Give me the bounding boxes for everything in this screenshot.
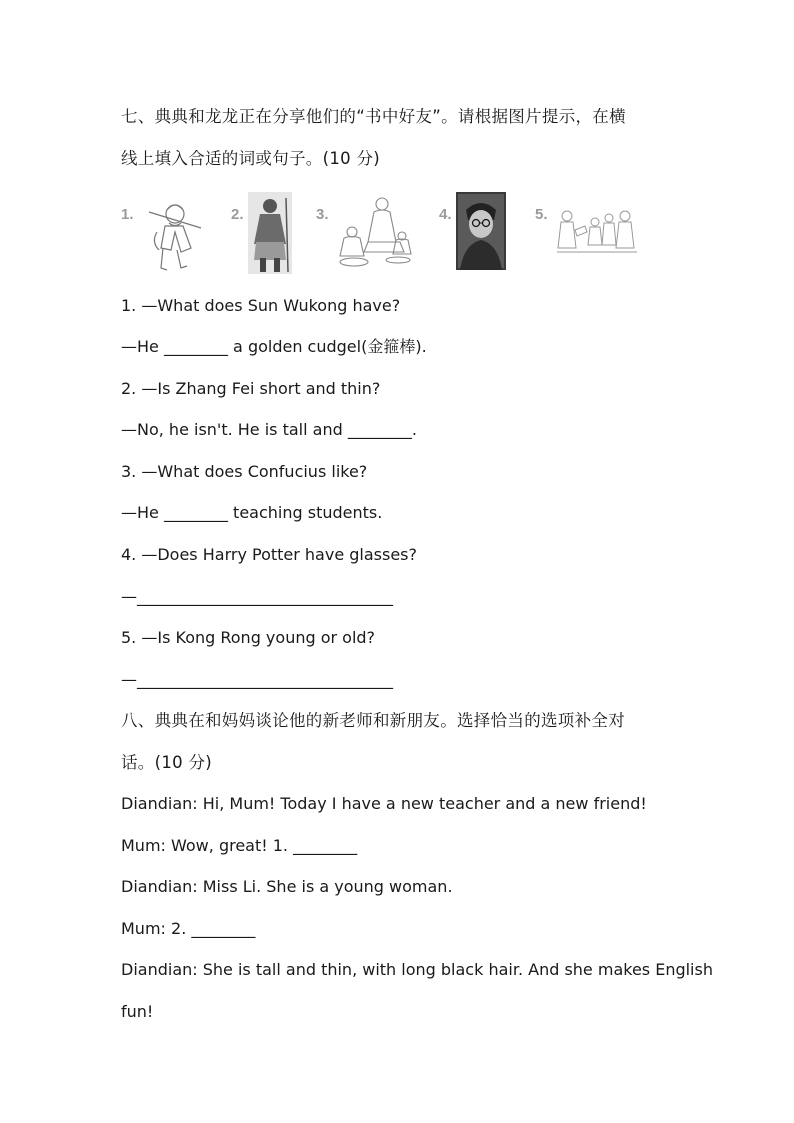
dialogue-line-5: Diandian: She is tall and thin, with long black hair. And she makes English — [121, 960, 713, 979]
dialogue-line-4: Mum: 2. ________ — [121, 919, 256, 938]
picture-4 — [439, 192, 529, 276]
confucius-teaching-drawing-icon — [332, 192, 414, 270]
q2-question: 2. —Is Zhang Fei short and thin? — [121, 379, 381, 398]
picture-3-number: 3. — [316, 206, 329, 223]
section7-title-line1: 七、典典和龙龙正在分享他们的“书中好友”。请根据图片提示，在横 — [121, 107, 626, 126]
q4-answer: —________________________________ — [121, 587, 393, 606]
picture-4-number: 4. — [439, 206, 452, 223]
picture-1 — [121, 192, 206, 276]
q1-question: 1. —What does Sun Wukong have? — [121, 296, 401, 315]
section8-title-line1: 八、典典在和妈妈谈论他的新老师和新朋友。选择恰当的选项补全对 — [121, 711, 625, 730]
sun-wukong-drawing-icon — [143, 192, 205, 276]
q1-answer: —He ________ a golden cudgel(金箍棒). — [121, 337, 427, 356]
q5-answer: —________________________________ — [121, 670, 393, 689]
section7-title-line2: 线上填入合适的词或句子。(10 分) — [121, 149, 381, 168]
section8-title-line2: 话。(10 分) — [121, 753, 213, 772]
kong-rong-family-drawing-icon — [555, 192, 639, 262]
picture-1-number: 1. — [121, 206, 134, 223]
q3-question: 3. —What does Confucius like? — [121, 462, 368, 481]
q5-question: 5. —Is Kong Rong young or old? — [121, 628, 376, 647]
dialogue-line-2: Mum: Wow, great! 1. ________ — [121, 836, 358, 855]
picture-5-number: 5. — [535, 206, 548, 223]
picture-row — [121, 192, 641, 278]
q4-question: 4. —Does Harry Potter have glasses? — [121, 545, 418, 564]
picture-3 — [316, 192, 416, 276]
picture-2-number: 2. — [231, 206, 244, 223]
zhang-fei-photo-icon — [248, 192, 292, 274]
harry-potter-photo-icon — [456, 192, 506, 270]
q3-answer: —He ________ teaching students. — [121, 503, 383, 522]
picture-2 — [231, 192, 311, 276]
dialogue-line-3: Diandian: Miss Li. She is a young woman. — [121, 877, 453, 896]
dialogue-line-1: Diandian: Hi, Mum! Today I have a new teacher and a new friend! — [121, 794, 647, 813]
picture-5 — [535, 192, 639, 276]
q2-answer: —No, he isn't. He is tall and ________. — [121, 420, 417, 439]
dialogue-line-6: fun! — [121, 1002, 154, 1021]
